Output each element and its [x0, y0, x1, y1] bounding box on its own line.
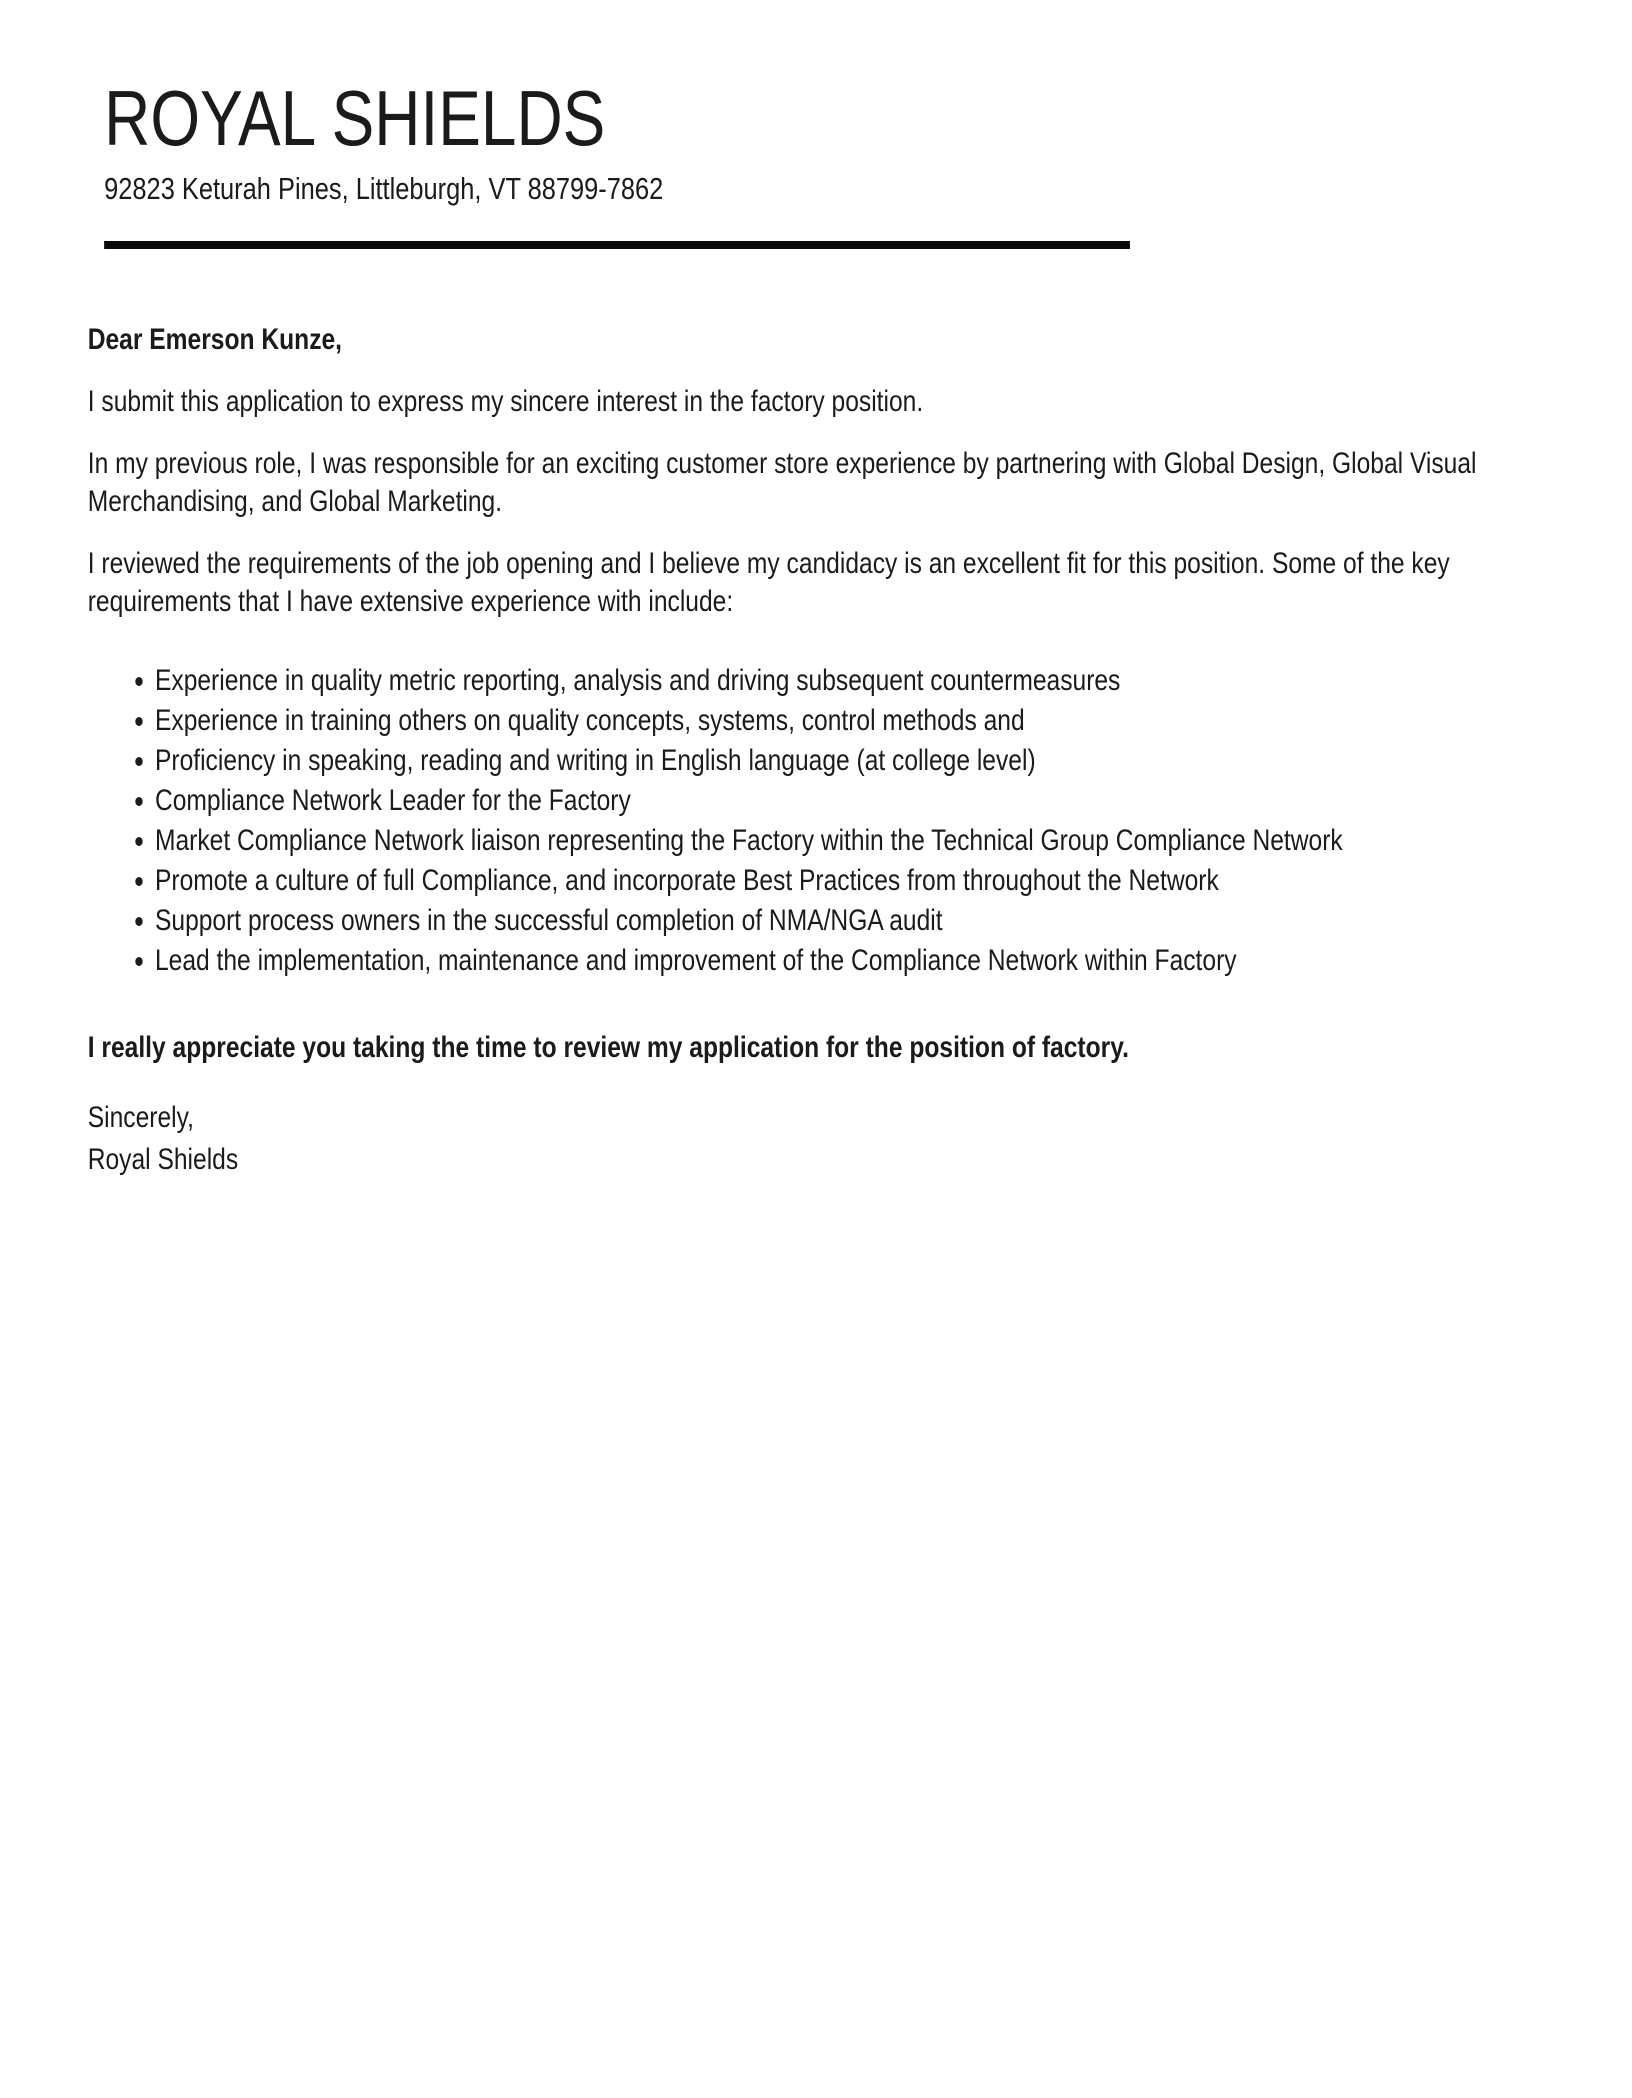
- paragraph-intro: I submit this application to express my sincere interest in the factory position.: [87, 385, 924, 418]
- applicant-address: 92823 Keturah Pines, Littleburgh, VT 88799-7862: [104, 171, 664, 206]
- requirement-item: • Support process owners in the successful completion of NMA/NGA audit: [155, 901, 1547, 941]
- salutation: Dear Emerson Kunze,: [87, 323, 343, 356]
- requirement-item: • Experience in quality metric reporting, analysis and driving subsequent countermeasures: [155, 661, 1547, 701]
- paragraph-previous-role: In my previous role, I was responsible for an exciting customer store experience by partnering with Global Design, Global Visual Merchandising, and Global Marketing.: [87, 447, 1477, 518]
- paragraph-requirements-lead-in: I reviewed the requirements of the job opening and I believe my candidacy is an excellent fit for this position. Some of the key requirements that I have extensive experience with include:: [87, 547, 1450, 618]
- signoff: Sincerely,: [87, 1101, 194, 1134]
- letter-header: [0, 0, 1632, 249]
- header-divider-rule: [104, 241, 1130, 249]
- requirement-item: • Promote a culture of full Compliance, and incorporate Best Practices from throughout the Network: [155, 861, 1547, 901]
- letter-body: [0, 249, 1547, 1181]
- applicant-name-heading: ROYAL SHIELDS: [104, 74, 606, 162]
- requirement-item: • Lead the implementation, maintenance and improvement of the Compliance Network within Factory: [155, 941, 1547, 981]
- requirements-list: [88, 661, 1548, 981]
- signature-name: Royal Shields: [87, 1143, 239, 1176]
- requirement-item: • Compliance Network Leader for the Factory: [155, 781, 1547, 821]
- requirement-item: • Market Compliance Network liaison representing the Factory within the Technical Group Compliance Network: [155, 821, 1547, 861]
- signoff-block: [88, 1097, 1548, 1181]
- closing-appreciation: I really appreciate you taking the time to review my application for the position of factory.: [87, 1031, 1129, 1064]
- requirement-item: • Proficiency in speaking, reading and writing in English language (at college level): [155, 741, 1547, 781]
- requirement-item: • Experience in training others on quality concepts, systems, control methods and: [155, 701, 1547, 741]
